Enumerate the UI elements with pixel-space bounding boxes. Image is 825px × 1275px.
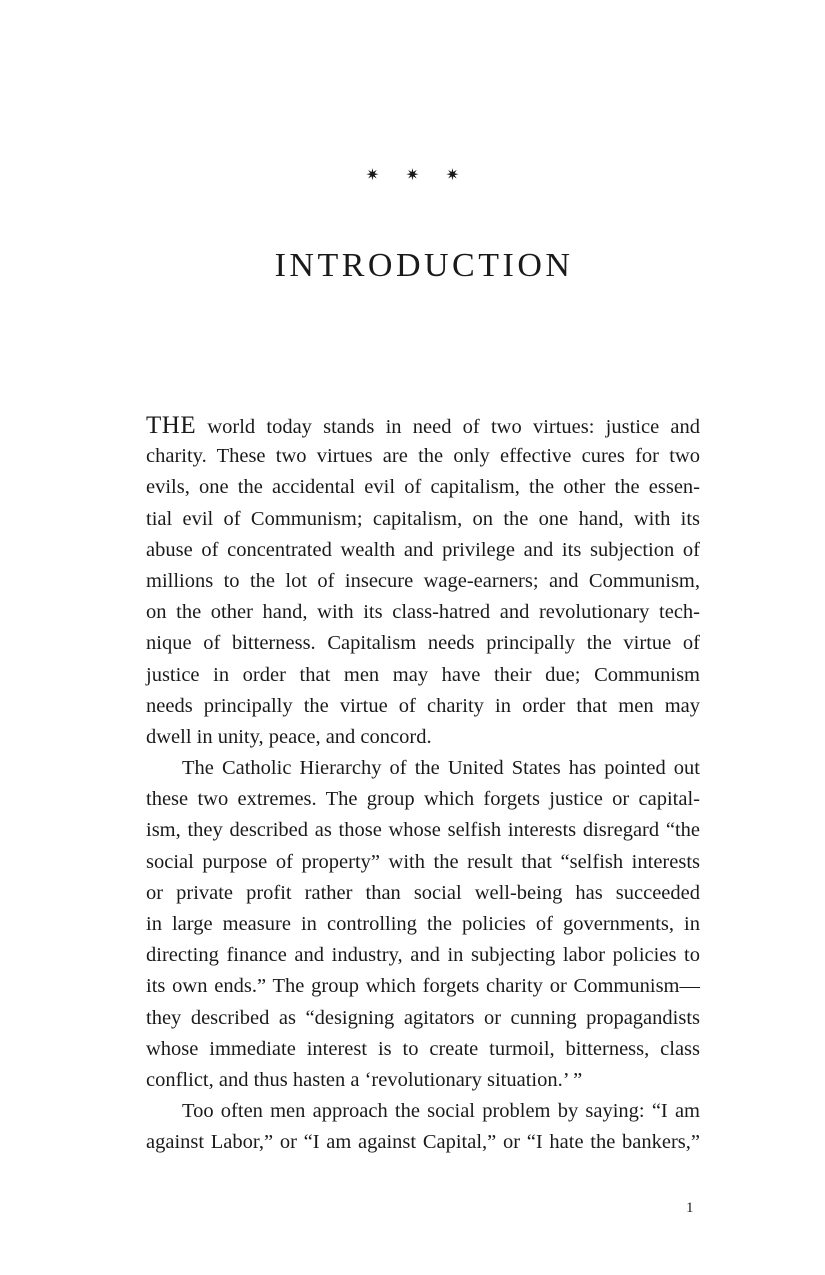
text-line: or private profit rather than social well-being has succeeded bbox=[146, 881, 700, 904]
text-line: ism, they described as those whose selfish interests disregard “the bbox=[146, 819, 700, 842]
text-line: in large measure in controlling the policies of governments, in bbox=[146, 913, 700, 935]
paragraph-3 bbox=[146, 1096, 700, 1158]
text-line: these two extremes. The group which forgets justice or capital- bbox=[146, 788, 700, 811]
text-line: nique of bitterness. Capitalism needs principally the virtue of bbox=[146, 632, 700, 655]
lead-word: THE bbox=[146, 412, 197, 439]
text-line: Too often men approach the social problem by saying: “I am bbox=[182, 1100, 700, 1123]
text-line: millions to the lot of insecure wage-earners; and Communism, bbox=[146, 569, 700, 592]
text-line: dwell in unity, peace, and concord. bbox=[146, 725, 432, 748]
text-line: directing finance and industry, and in subjecting labor policies to bbox=[146, 944, 700, 967]
star-icon: ✷ bbox=[365, 167, 380, 184]
text-line: charity. These two virtues are the only effective cures for two bbox=[146, 445, 700, 468]
star-icon: ✷ bbox=[405, 167, 420, 184]
text-line: social purpose of property” with the result that “selfish interests bbox=[146, 850, 700, 873]
text-line: its own ends.” The group which forgets charity or Communism— bbox=[146, 975, 700, 998]
text-line: tial evil of Communism; capitalism, on the one hand, with its bbox=[146, 507, 700, 530]
text-line: needs principally the virtue of charity in order that men may bbox=[146, 694, 700, 717]
text-line: The Catholic Hierarchy of the United States has pointed out bbox=[182, 757, 700, 780]
text-line: abuse of concentrated wealth and privilege and its subjection of bbox=[146, 538, 700, 561]
text-line: justice in order that men may have their due; Communism bbox=[146, 663, 700, 686]
text-line: they described as “designing agitators or cunning propagandists bbox=[146, 1006, 700, 1029]
star-icon: ✷ bbox=[445, 167, 460, 184]
text-line: whose immediate interest is to create turmoil, bitterness, class bbox=[146, 1037, 700, 1060]
text-line: conflict, and thus hasten a ‘revolutionary situation.’ ” bbox=[146, 1068, 583, 1091]
text-line: on the other hand, with its class-hatred and revolutionary tech- bbox=[146, 601, 700, 624]
body-text bbox=[146, 410, 700, 1159]
page-number: 1 bbox=[686, 1200, 694, 1216]
text-line: THE world today stands in need of two virtues: justice and bbox=[146, 412, 700, 439]
text-line: evils, one the accidental evil of capitalism, the other the essen- bbox=[146, 476, 700, 499]
chapter-title: INTRODUCTION bbox=[274, 247, 574, 284]
paragraph-2 bbox=[146, 753, 700, 1096]
text-line: against Labor,” or “I am against Capital,” or “I hate the bankers,” bbox=[146, 1131, 700, 1154]
section-ornament bbox=[0, 164, 825, 188]
paragraph-1 bbox=[146, 410, 700, 753]
